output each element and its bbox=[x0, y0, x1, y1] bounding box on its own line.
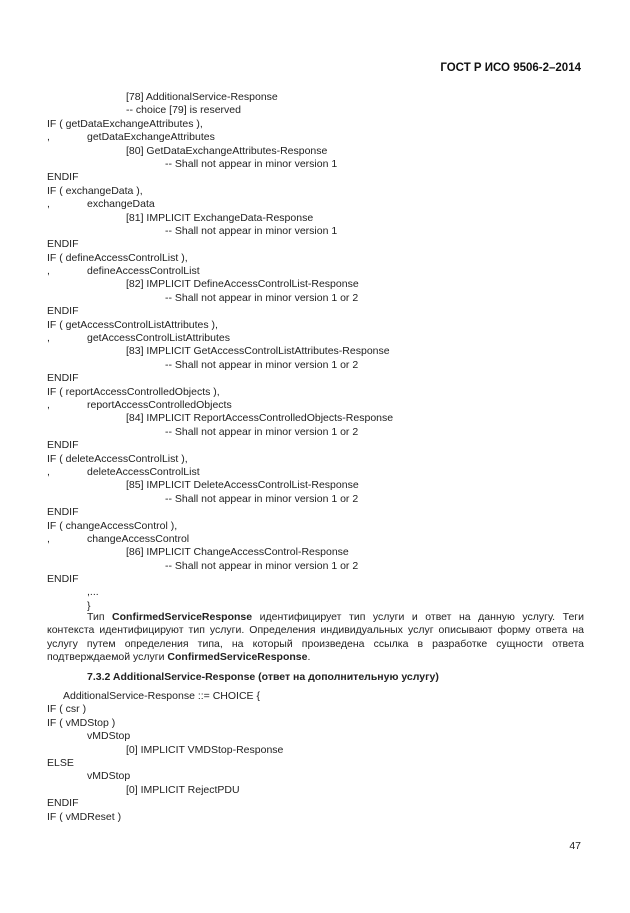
code-separator: , bbox=[47, 332, 50, 345]
code-line bbox=[47, 426, 587, 439]
code-text: ENDIF bbox=[47, 573, 79, 586]
code-text: ENDIF bbox=[47, 305, 79, 318]
code-text: IF ( changeAccessControl ), bbox=[47, 519, 178, 532]
code-text: } bbox=[87, 599, 91, 612]
code-line bbox=[47, 278, 587, 291]
code-line bbox=[47, 145, 587, 158]
code-text: ENDIF bbox=[47, 797, 79, 810]
code-text: [84] IMPLICIT ReportAccessControlledObjects-Response bbox=[126, 412, 394, 425]
code-line bbox=[47, 265, 587, 278]
code-line bbox=[47, 479, 587, 492]
code-text: -- Shall not appear in minor version 1 or 2 bbox=[165, 492, 359, 505]
code-line bbox=[47, 703, 587, 716]
code-text: ,... bbox=[87, 586, 99, 599]
code-line bbox=[47, 158, 587, 171]
asn1-code-block-2 bbox=[47, 690, 587, 824]
code-line bbox=[47, 386, 587, 399]
code-line bbox=[47, 439, 587, 452]
page-number: 47 bbox=[569, 840, 581, 852]
code-text: vMDStop bbox=[87, 730, 131, 743]
code-line bbox=[47, 466, 587, 479]
paragraph-term: ConfirmedServiceResponse bbox=[112, 611, 253, 623]
code-line bbox=[47, 171, 587, 184]
code-line bbox=[47, 560, 587, 573]
code-text: [85] IMPLICIT DeleteAccessControlList-Response bbox=[126, 479, 359, 492]
code-text: -- Shall not appear in minor version 1 or 2 bbox=[165, 358, 359, 371]
code-text: [80] GetDataExchangeAttributes-Response bbox=[126, 144, 328, 157]
code-line bbox=[47, 533, 587, 546]
code-text: IF ( vMDStop ) bbox=[47, 716, 116, 729]
paragraph-text: . bbox=[307, 651, 311, 664]
code-text: [0] IMPLICIT RejectPDU bbox=[126, 783, 240, 796]
code-text: ENDIF bbox=[47, 439, 79, 452]
standard-header: ГОСТ Р ИСО 9506-2–2014 bbox=[440, 62, 581, 74]
code-line bbox=[47, 359, 587, 372]
code-line bbox=[47, 520, 587, 533]
code-line bbox=[47, 573, 587, 586]
code-line bbox=[47, 332, 587, 345]
paragraph-text: Тип bbox=[87, 611, 113, 623]
code-text: vMDStop bbox=[87, 770, 131, 783]
code-text: defineAccessControlList bbox=[87, 265, 200, 278]
code-line bbox=[47, 372, 587, 385]
code-text: IF ( exchangeData ), bbox=[47, 184, 143, 197]
code-text: IF ( getDataExchangeAttributes ), bbox=[47, 117, 203, 130]
code-text: [0] IMPLICIT VMDStop-Response bbox=[126, 743, 284, 756]
code-separator: , bbox=[47, 532, 50, 545]
code-line bbox=[47, 717, 587, 730]
code-line bbox=[47, 493, 587, 506]
code-text: IF ( getAccessControlListAttributes ), bbox=[47, 318, 218, 331]
code-text: -- Shall not appear in minor version 1 or 2 bbox=[165, 559, 359, 572]
code-separator: , bbox=[47, 398, 50, 411]
code-text: IF ( vMDReset ) bbox=[47, 810, 122, 823]
code-text: [81] IMPLICIT ExchangeData-Response bbox=[126, 211, 314, 224]
code-text: IF ( defineAccessControlList ), bbox=[47, 251, 188, 264]
code-line bbox=[47, 730, 587, 743]
code-text: ENDIF bbox=[47, 506, 79, 519]
code-text: [78] AdditionalService-Response bbox=[126, 91, 278, 103]
code-text: [83] IMPLICIT GetAccessControlListAttributes-Response bbox=[126, 345, 390, 358]
code-text: -- Shall not appear in minor version 1 bbox=[165, 224, 338, 237]
code-line bbox=[47, 757, 587, 770]
code-line bbox=[47, 319, 587, 332]
code-line bbox=[47, 91, 587, 104]
code-separator: , bbox=[47, 265, 50, 278]
code-text: ENDIF bbox=[47, 372, 79, 385]
section-heading: 7.3.2 AdditionalService-Response (ответ на дополнительную услугу) bbox=[87, 671, 439, 683]
code-text: -- choice [79] is reserved bbox=[126, 104, 241, 117]
code-text: [86] IMPLICIT ChangeAccessControl-Response bbox=[126, 546, 349, 559]
code-text: deleteAccessControlList bbox=[87, 465, 200, 478]
code-text: changeAccessControl bbox=[87, 532, 190, 545]
code-text: AdditionalService-Response ::= CHOICE { bbox=[63, 690, 260, 702]
code-text: -- Shall not appear in minor version 1 or 2 bbox=[165, 425, 359, 438]
code-text: exchangeData bbox=[87, 198, 155, 211]
code-line bbox=[47, 185, 587, 198]
code-separator: , bbox=[47, 465, 50, 478]
code-line bbox=[47, 690, 587, 703]
code-separator: , bbox=[47, 131, 50, 144]
code-line bbox=[47, 453, 587, 466]
paragraph-text: идентифицирует тип услуги и ответ на данную услугу. Теги контекста идентифицируют тип услуги. Определения индивидуальных услуг описывают форму ответа на услугу путем определения типа, на который произведена ссылка в разработке сущности ответа подтверждаемой услуги bbox=[47, 611, 584, 664]
code-text: -- Shall not appear in minor version 1 or 2 bbox=[165, 291, 359, 304]
code-line bbox=[47, 811, 587, 824]
code-line bbox=[47, 506, 587, 519]
code-line bbox=[47, 252, 587, 265]
code-line bbox=[47, 399, 587, 412]
code-text: getDataExchangeAttributes bbox=[87, 131, 215, 144]
paragraph-term: ConfirmedServiceResponse bbox=[167, 651, 308, 664]
body-paragraph bbox=[47, 611, 584, 665]
code-line bbox=[47, 586, 587, 599]
code-text: [82] IMPLICIT DefineAccessControlList-Response bbox=[126, 278, 359, 291]
code-line bbox=[47, 412, 587, 425]
code-text: reportAccessControlledObjects bbox=[87, 398, 232, 411]
code-line bbox=[47, 131, 587, 144]
code-line bbox=[47, 744, 587, 757]
code-text: getAccessControlListAttributes bbox=[87, 332, 230, 345]
asn1-code-block bbox=[47, 91, 587, 613]
code-line bbox=[47, 784, 587, 797]
code-text: ENDIF bbox=[47, 238, 79, 251]
code-line bbox=[47, 305, 587, 318]
code-separator: , bbox=[47, 198, 50, 211]
code-line bbox=[47, 212, 587, 225]
code-text: IF ( reportAccessControlledObjects ), bbox=[47, 385, 220, 398]
code-line bbox=[47, 104, 587, 117]
code-text: -- Shall not appear in minor version 1 bbox=[165, 157, 338, 170]
code-line bbox=[47, 238, 587, 251]
code-text: ELSE bbox=[47, 756, 74, 769]
code-line bbox=[47, 546, 587, 559]
code-line bbox=[47, 118, 587, 131]
code-line bbox=[47, 225, 587, 238]
code-line bbox=[47, 770, 587, 783]
code-text: IF ( csr ) bbox=[47, 703, 87, 716]
code-line bbox=[47, 198, 587, 211]
code-line bbox=[47, 345, 587, 358]
code-text: ENDIF bbox=[47, 171, 79, 184]
code-text: IF ( deleteAccessControlList ), bbox=[47, 452, 188, 465]
code-line bbox=[47, 292, 587, 305]
code-line bbox=[47, 797, 587, 810]
